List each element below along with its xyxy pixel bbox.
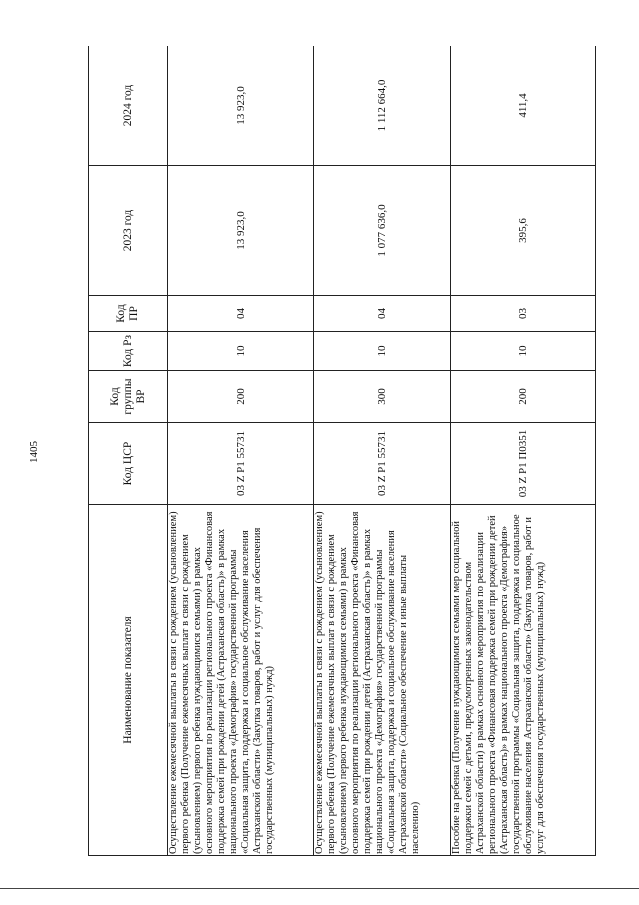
row-name: Осуществление ежемесячной выплаты в связи с рождением (усыновлением) первого ребенка (Получение ежемесячных выплат в связи с рождением (усыновлением) первого ребенка нуждающимися семьями) в рамках основного мероприятия по реализации регионального проекта «Финансовая поддержка семей при рождении детей (Астраханская область)» в рамках национального проекта «Демография» государственной программы «Социальная защита, поддержка и социальное обслуживание населения Астраханской области» (Социальное обеспечение и иные выплаты населению) (314, 505, 451, 856)
header-name: Наименование показателя (89, 505, 168, 856)
page-bottom-rule (0, 888, 639, 889)
row-2024: 13 923,0 (168, 46, 314, 166)
row-pr: 04 (314, 296, 451, 332)
table-header-row (89, 46, 168, 856)
row-rz: 10 (314, 332, 451, 371)
row-name: Осуществление ежемесячной выплаты в связи с рождением (усыновлением) первого ребенка (Получение ежемесячных выплат в связи с рождением (усыновлением) первого ребенка нуждающимися семьями) в рамках основного мероприятия по реализации регионального проекта «Финансовая поддержка семей при рождении детей (Астраханская область)» в рамках национального проекта «Демография» государственной программы «Социальная защита, поддержка и социальное обслуживание населения Астраханской области» (Закупка товаров, работ и услуг для обеспечения государственных (муниципальных) нужд) (168, 505, 314, 856)
header-vr: Код группы ВР (89, 371, 168, 423)
row-rz: 10 (168, 332, 314, 371)
row-2023: 1 077 636,0 (314, 166, 451, 296)
row-pr: 04 (168, 296, 314, 332)
header-rz: Код Рз (89, 332, 168, 371)
row-rz: 10 (451, 332, 596, 371)
row-vr: 300 (314, 371, 451, 423)
header-csr: Код ЦСР (89, 423, 168, 505)
table-row (168, 46, 314, 856)
table-row (451, 46, 596, 856)
header-2024: 2024 год (89, 46, 168, 166)
header-pr: Код ПР (89, 296, 168, 332)
rotated-table-area (88, 46, 596, 856)
row-name: Пособие на ребенка (Получение нуждающимися семьями мер социальной поддержки семей с детьми, предусмотренных законодательством Астраханской области) в рамках основного мероприятия по реализации регионального проекта «Финансовая поддержка семей при рождении детей (Астраханская область)» в рамках национального проекта «Демография» государственной программы «Социальная защита, поддержка и социальное обслуживание населения Астраханской области» (Закупка товаров, работ и услуг для обеспечения государственных (муниципальных) нужд) (451, 505, 596, 856)
row-vr: 200 (168, 371, 314, 423)
header-2023: 2023 год (89, 166, 168, 296)
row-pr: 03 (451, 296, 596, 332)
row-2023: 13 923,0 (168, 166, 314, 296)
row-vr: 200 (451, 371, 596, 423)
budget-table (88, 46, 596, 856)
row-csr: 03 Z P1 55731 (314, 423, 451, 505)
page-number: 1405 (28, 441, 40, 463)
row-csr: 03 Z P1 П0351 (451, 423, 596, 505)
row-2024: 411,4 (451, 46, 596, 166)
table-row (314, 46, 451, 856)
row-2024: 1 112 664,0 (314, 46, 451, 166)
row-2023: 395,6 (451, 166, 596, 296)
row-csr: 03 Z P1 55731 (168, 423, 314, 505)
